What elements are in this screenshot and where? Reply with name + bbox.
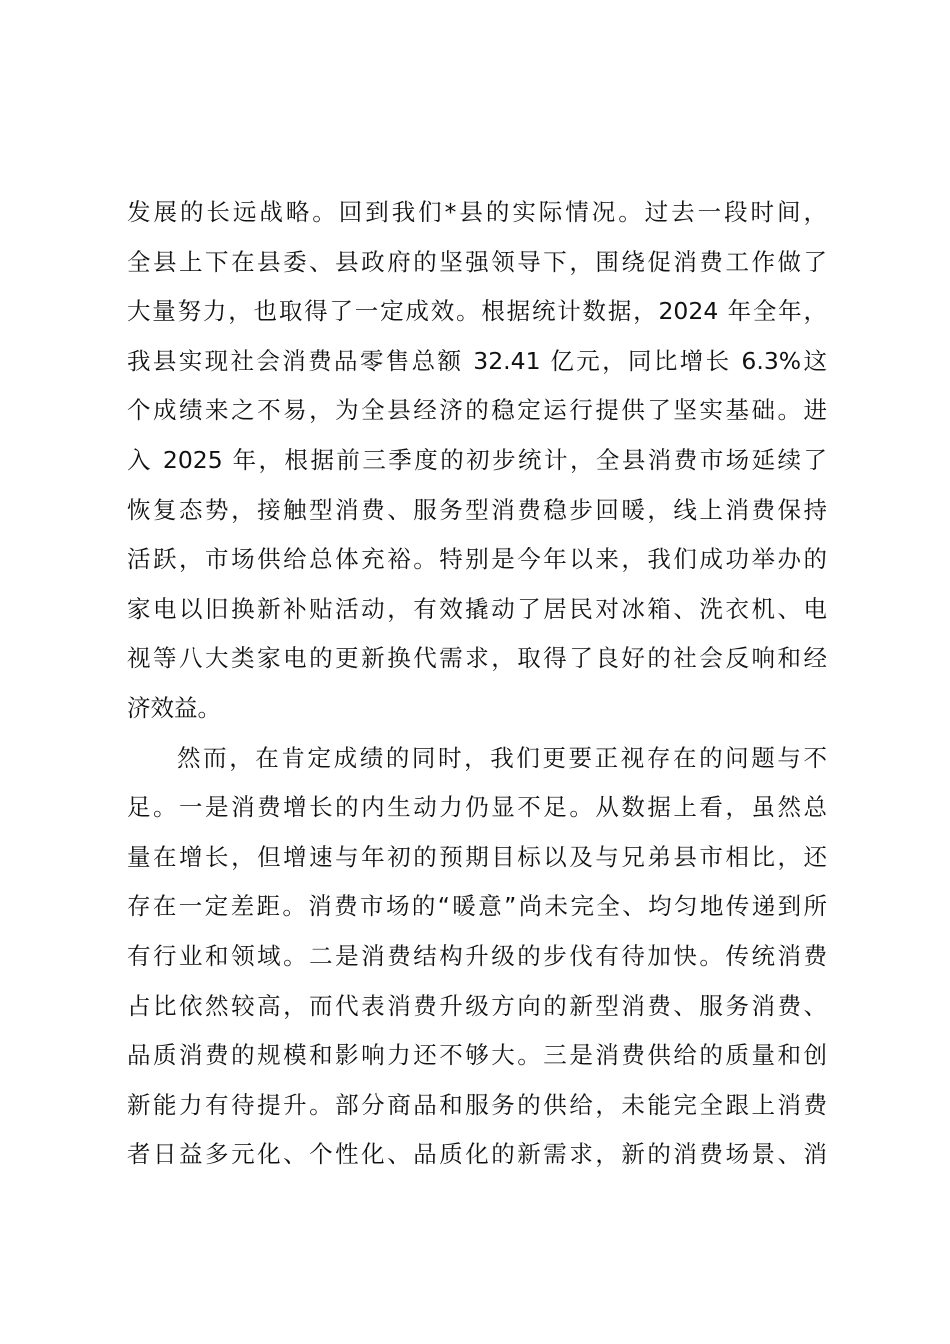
text-line: 入 2025 年，根据前三季度的初步统计，全县消费市场延续了	[127, 445, 827, 474]
paragraph-1	[127, 188, 827, 734]
text-line: 发展的长远战略。回到我们*县的实际情况。过去一段时间，	[127, 198, 827, 226]
text-line: 视等八大类家电的更新换代需求，取得了良好的社会反响和经	[127, 644, 827, 673]
text-line: 活跃，市场供给总体充裕。特别是今年以来，我们成功举办的	[127, 545, 827, 574]
text-line: 存在一定差距。消费市场的“暖意”尚未完全、均匀地传递到所	[127, 892, 827, 921]
text-line: 恢复态势，接触型消费、服务型消费稳步回暖，线上消费保持	[127, 495, 827, 524]
text-line: 我县实现社会消费品零售总额 32.41 亿元，同比增长 6.3%这	[127, 346, 827, 375]
text-line: 有行业和领域。二是消费结构升级的步伐有待加快。传统消费	[127, 941, 827, 970]
paragraph-2	[127, 734, 827, 1180]
text-line: 占比依然较高，而代表消费升级方向的新型消费、服务消费、	[127, 991, 827, 1020]
text-line: 个成绩来之不易，为全县经济的稳定运行提供了坚实基础。进	[127, 396, 827, 425]
text-line: 全县上下在县委、县政府的坚强领导下，围绕促消费工作做了	[127, 247, 827, 276]
text-line: 者日益多元化、个性化、品质化的新需求，新的消费场景、消	[127, 1140, 827, 1169]
text-line: 然而，在肯定成绩的同时，我们更要正视存在的问题与不	[177, 743, 827, 772]
body-text	[127, 188, 827, 1180]
text-line: 品质消费的规模和影响力还不够大。三是消费供给的质量和创	[127, 1041, 827, 1070]
text-line: 新能力有待提升。部分商品和服务的供给，未能完全跟上消费	[127, 1090, 827, 1119]
text-line: 大量努力，也取得了一定成效。根据统计数据，2024 年全年，	[127, 297, 827, 326]
text-line: 足。一是消费增长的内生动力仍显不足。从数据上看，虽然总	[127, 793, 827, 822]
text-line: 济效益。	[127, 693, 221, 722]
text-line: 家电以旧换新补贴活动，有效撬动了居民对冰箱、洗衣机、电	[127, 594, 827, 623]
text-line: 量在增长，但增速与年初的预期目标以及与兄弟县市相比，还	[127, 842, 827, 871]
